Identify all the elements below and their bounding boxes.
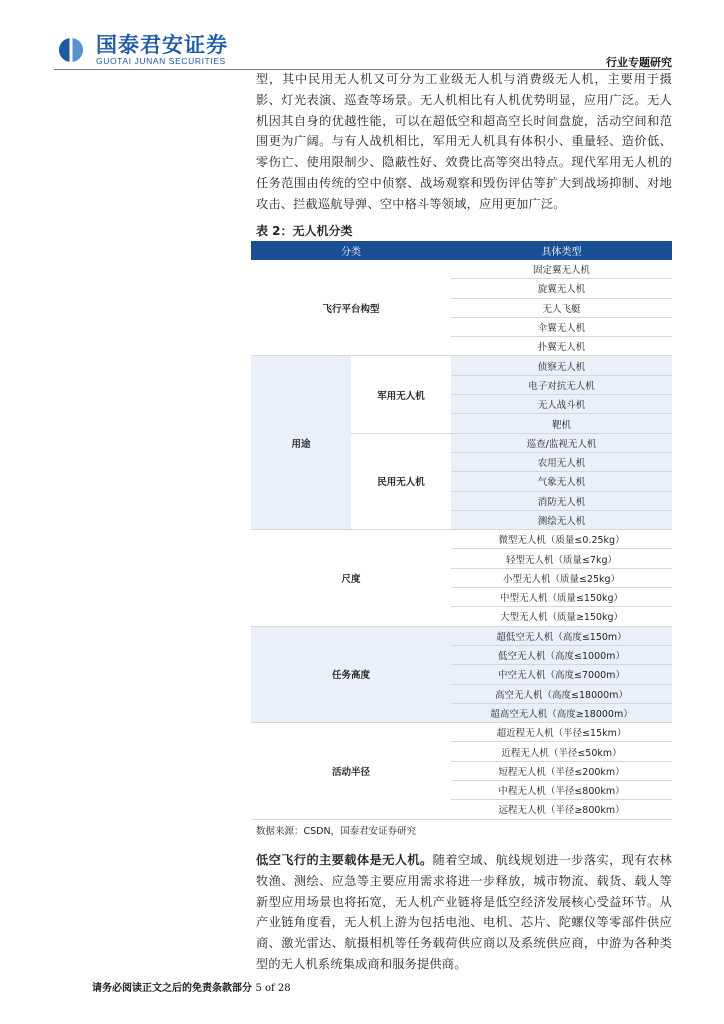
type-cell: 近程无人机（半径≤50km） <box>451 742 672 761</box>
category-cell: 活动半径 <box>251 723 451 819</box>
type-cell: 中空无人机（高度≤7000m） <box>451 665 672 684</box>
page-number: 5 of 28 <box>255 983 291 994</box>
type-cell: 微型无人机（质量≤0.25kg） <box>451 530 672 549</box>
logo-en-text: GUOTAI JUNAN SECURITIES <box>96 56 226 66</box>
type-cell: 短程无人机（半径≤200km） <box>451 761 672 780</box>
type-cell: 中程无人机（半径≤800km） <box>451 781 672 800</box>
table-row <box>251 356 672 375</box>
type-cell: 测绘无人机 <box>451 510 672 529</box>
footer-disclaimer: 请务必阅读正文之后的免责条款部分 <box>92 983 252 994</box>
table-row <box>251 260 672 279</box>
type-cell: 侦察无人机 <box>451 356 672 375</box>
type-cell: 伞翼无人机 <box>451 317 672 336</box>
type-cell: 超低空无人机（高度≤150m） <box>451 626 672 645</box>
table-row <box>251 723 672 742</box>
category-cell: 任务高度 <box>251 626 451 722</box>
logo-mark-icon <box>52 37 90 63</box>
type-cell: 旋翼无人机 <box>451 279 672 298</box>
type-cell: 消防无人机 <box>451 491 672 510</box>
category-cell: 飞行平台构型 <box>251 260 451 356</box>
type-cell: 巡查/监视无人机 <box>451 433 672 452</box>
type-cell: 靶机 <box>451 414 672 433</box>
category-cell: 尺度 <box>251 530 451 626</box>
category-cell: 用途 <box>251 356 351 530</box>
page-footer <box>92 979 291 994</box>
type-cell: 超近程无人机（半径≤15km） <box>451 723 672 742</box>
type-cell: 扑翼无人机 <box>451 337 672 356</box>
closing-bold-lead: 低空飞行的主要载体是无人机。 <box>256 853 433 867</box>
logo-cn-text: 国泰君安证券 <box>96 33 228 57</box>
type-cell: 无人战斗机 <box>451 395 672 414</box>
closing-paragraph <box>256 850 672 975</box>
page-header <box>0 0 724 80</box>
type-cell: 中型无人机（质量≤150kg） <box>451 588 672 607</box>
company-logo <box>52 34 228 66</box>
table-title: 表 2：无人机分类 <box>256 224 353 238</box>
table-row <box>251 530 672 549</box>
header-category: 分类 <box>251 241 451 260</box>
intro-paragraph: 型，其中民用无人机又可分为工业级无人机与消费级无人机，主要用于摄影、灯光表演、巡查等场景。无人机相比有人机优势明显，应用广泛。无人机因其自身的优越性能，可以在超低空和超高空长时间盘旋，活动空间和范围更为广阔。与有人战机相比，军用无人机具有体积小、重量轻、造价低、零伤亡、使用限制少、隐蔽性好、效费比高等突出特点。现代军用无人机的任务范围由传统的空中侦察、战场观察和毁伤评估等扩大到战场抑制、对地攻击、拦截巡航导弹、空中格斗等领域，应用更加广泛。 <box>256 72 672 211</box>
type-cell: 电子对抗无人机 <box>451 375 672 394</box>
table-source: 数据来源：CSDN，国泰君安证券研究 <box>256 826 417 837</box>
type-cell: 小型无人机（质量≤25kg） <box>451 568 672 587</box>
type-cell: 轻型无人机（质量≤7kg） <box>451 549 672 568</box>
type-cell: 农用无人机 <box>451 452 672 471</box>
type-cell: 超高空无人机（高度≥18000m） <box>451 703 672 722</box>
type-cell: 远程无人机（半径≥800km） <box>451 800 672 819</box>
type-cell: 低空无人机（高度≤1000m） <box>451 645 672 664</box>
table-header-row <box>251 241 672 260</box>
section-title: 行业专题研究 <box>606 56 672 69</box>
uav-classification-table <box>251 241 672 820</box>
type-cell: 无人飞艇 <box>451 298 672 317</box>
subcategory-cell: 军用无人机 <box>351 356 451 433</box>
closing-text: 随着空域、航线规划进一步落实，现有农林牧渔、测绘、应急等主要应用需求将进一步释放，城市物流、载货、载人等新型应用场景也将拓宽，无人机产业链将是低空经济发展核心受益环节。从产业链角度看，无人机上游为包括电池、电机、芯片、陀螺仪等零部件供应商、激光雷达、航摄相机等任务载荷供应商以及系统供应商，中游为各种类型的无人机系统集成商和服务提供商。 <box>256 853 672 971</box>
type-cell: 气象无人机 <box>451 472 672 491</box>
table-row <box>251 626 672 645</box>
type-cell: 大型无人机（质量≥150kg） <box>451 607 672 626</box>
type-cell: 高空无人机（高度≤18000m） <box>451 684 672 703</box>
type-cell: 固定翼无人机 <box>451 260 672 279</box>
subcategory-cell: 民用无人机 <box>351 433 451 529</box>
header-types: 具体类型 <box>451 241 672 260</box>
